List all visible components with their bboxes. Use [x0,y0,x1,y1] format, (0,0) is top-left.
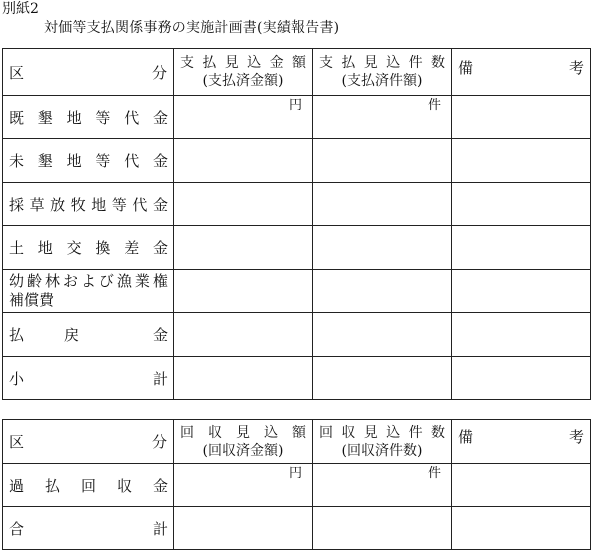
label-char: 収 [341,424,356,441]
label-char: 金 [152,239,168,257]
label-char: 等 [111,195,127,214]
row-label-subtotal-left: 小 [9,369,25,388]
label-char: 等 [95,152,111,170]
count-cell[interactable] [313,226,452,270]
label-char: 地 [37,239,53,257]
table-row [3,139,591,183]
header-count-title [313,424,451,442]
row-label-pasture-land [3,194,173,215]
label-char: 金 [152,152,168,170]
header-count-title [313,54,451,72]
document-title: 対価等支払関係事務の実施計画書(実績報告書) [44,20,340,36]
label-char: 金 [152,108,168,127]
row-label-refund-mid: 戻 [63,326,79,344]
label-char: 支 [180,55,194,71]
label-char: 件 [408,55,423,71]
table-row [3,357,591,400]
table-row [3,313,591,357]
header-amount-cell [174,49,313,96]
collection-plan-table [2,419,591,550]
label-char: 未 [9,152,25,170]
unit-count: 件 [427,466,441,481]
label-char: 数 [430,424,445,441]
label-char: 金 [269,55,284,71]
row-label-refund-right: 金 [152,326,168,344]
row-label-subtotal [3,368,173,389]
table-header-row [3,49,591,96]
label-char: び [98,272,114,290]
label-char: 採 [9,195,25,214]
amount-cell[interactable] [174,183,313,226]
label-char: 金 [152,476,168,495]
table-row [3,96,591,139]
label-char: 地 [66,108,82,127]
label-char: 地 [91,195,107,214]
label-char: 草 [29,195,45,214]
row-label-unreclaimed-land [3,150,173,171]
header-category-cell [3,420,174,464]
header-note-cell [452,49,591,96]
count-cell[interactable] [313,139,452,183]
label-char: 代 [124,108,140,127]
header-amount-cell [174,420,313,464]
header-category-cell [3,49,174,96]
row-label-total-left: 合 [9,519,25,538]
label-char: 見 [363,424,378,441]
label-char: 金 [152,195,168,214]
row-label-total [3,518,173,539]
label-char: 収 [208,424,222,441]
header-note-cell [452,420,591,464]
label-char: 収 [116,476,132,495]
count-cell[interactable] [313,270,452,313]
label-char: 業 [134,272,150,290]
label-char: 回 [319,424,333,441]
note-cell[interactable] [452,357,591,400]
label-char: 過 [9,476,25,495]
header-count-cell [313,49,452,96]
table-header-row [3,420,591,464]
note-cell[interactable] [452,270,591,313]
label-char: 込 [264,424,278,441]
amount-cell[interactable] [174,357,313,400]
label-char: 換 [95,239,111,257]
table-row [3,183,591,226]
document-label: 別紙2 [2,1,39,17]
note-cell[interactable] [452,507,591,550]
label-char: 支 [319,55,333,71]
row-label-refund [3,324,173,345]
label-char: 込 [247,55,262,71]
header-category-right: 分 [151,63,167,82]
unit-yen: 円 [288,98,302,113]
row-label-young-forest-line2: 補償費 [9,291,55,309]
note-cell[interactable] [452,139,591,183]
label-char: 見 [363,55,378,71]
count-cell[interactable] [313,183,452,226]
label-char: 差 [124,239,140,257]
label-char: 墾 [37,152,53,170]
label-char: 払 [341,55,356,71]
header-category-left: 区 [9,433,25,451]
amount-cell[interactable] [174,313,313,357]
unit-yen: 円 [288,466,302,481]
table-row [3,464,591,507]
count-cell[interactable] [313,464,452,507]
header-count-subtitle: (支払済件額) [341,73,423,89]
row-label-refund-left: 払 [9,326,25,344]
label-char: 回 [80,476,96,495]
amount-cell[interactable] [174,139,313,183]
header-amount-title [174,424,312,442]
header-amount-subtitle: (支払済金額) [202,73,284,89]
label-char: 数 [430,55,445,71]
label-char: お [62,272,78,290]
label-char: 額 [291,55,306,71]
payment-plan-table [2,48,591,400]
amount-cell[interactable] [174,270,313,313]
header-count-subtitle: (回収済件数) [341,442,423,459]
row-label-land-exchange [3,237,173,258]
note-cell[interactable] [452,226,591,270]
label-char: 等 [95,108,111,127]
row-label-overpayment-collection [3,475,173,496]
label-char: 墾 [37,108,53,127]
row-label-young-forest-line1 [9,272,168,291]
label-char: 見 [224,55,239,71]
label-char: 払 [44,476,60,495]
row-label-young-forest [3,272,173,310]
label-char: 土 [9,239,25,257]
table-row [3,507,591,550]
count-cell[interactable] [313,357,452,400]
label-char: よ [80,272,96,290]
header-note-right: 考 [568,428,584,446]
header-note-left: 備 [458,428,474,446]
header-note-left: 備 [458,58,474,77]
label-char: 込 [386,55,401,71]
label-char: 齢 [26,272,42,290]
label-char: 額 [292,424,306,441]
label-char: 漁 [116,272,132,290]
note-cell[interactable] [452,313,591,357]
note-cell[interactable] [452,183,591,226]
table-row [3,226,591,270]
header-category-right: 分 [151,433,167,451]
count-cell[interactable] [313,313,452,357]
label-char: 幼 [9,272,25,290]
amount-cell[interactable] [174,226,313,270]
header-amount-subtitle: (回収済金額) [202,442,284,459]
header-count-cell [313,420,452,464]
header-amount-title [174,54,312,72]
header-category-left: 区 [9,63,25,82]
table-row [3,270,591,313]
label-char: 放 [50,195,66,214]
label-char: 既 [9,108,25,127]
label-char: 件 [408,424,423,441]
amount-cell[interactable] [174,464,313,507]
label-char: 牧 [70,195,86,214]
label-char: 代 [132,195,148,214]
row-label-total-right: 計 [152,519,168,538]
label-char: 林 [44,272,60,290]
amount-cell[interactable] [174,507,313,550]
label-char: 交 [66,239,82,257]
label-char: 見 [236,424,250,441]
label-char: 払 [202,55,217,71]
label-char: 込 [386,424,401,441]
label-char: 権 [152,272,168,290]
note-cell[interactable] [452,464,591,507]
label-char: 地 [66,152,82,170]
count-cell[interactable] [313,96,452,139]
header-note-right: 考 [568,58,584,77]
amount-cell[interactable] [174,96,313,139]
note-cell[interactable] [452,96,591,139]
row-label-reclaimed-land [3,107,173,128]
row-label-subtotal-right: 計 [152,369,168,388]
unit-count: 件 [427,98,441,113]
count-cell[interactable] [313,507,452,550]
label-char: 回 [180,424,194,441]
label-char: 代 [124,152,140,170]
